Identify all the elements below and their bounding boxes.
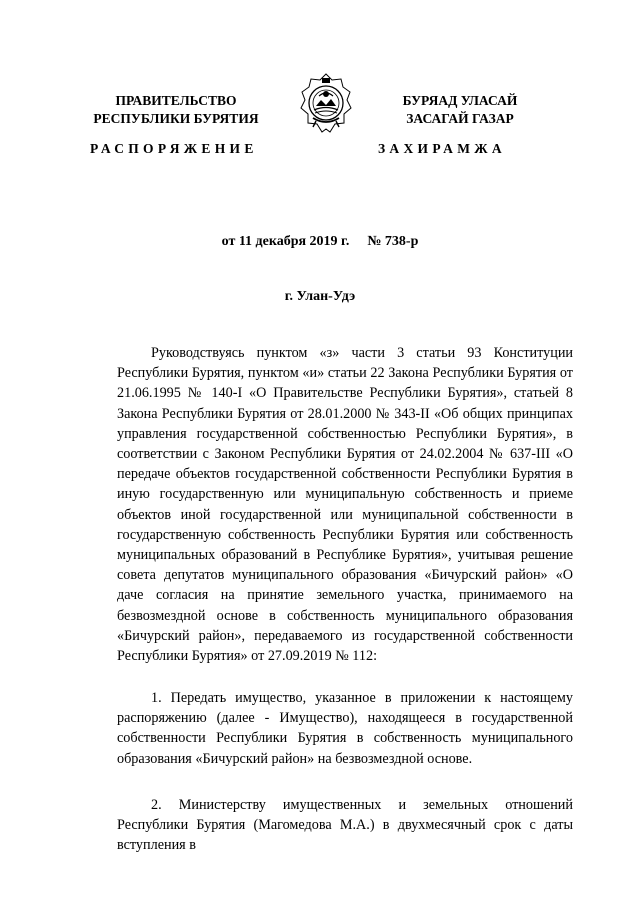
republic-title-ru: РЕСПУБЛИКИ БУРЯТИЯ [93, 111, 259, 126]
item-2-section [117, 795, 573, 856]
government-title-bua: БУРЯАД УЛАСАЙ [402, 93, 518, 108]
document-date: от 11 декабря 2019 г. [221, 234, 350, 249]
item-1-section [117, 688, 573, 769]
document-type-bua: ЗАХИРАМЖА [378, 141, 506, 156]
document-date-line [0, 234, 640, 250]
preamble-section [117, 343, 573, 666]
item-1-paragraph: 1. Передать имущество, указанное в приложении к настоящему распоряжению (далее - Имущество), находящееся в государственной собственности Республики Бурятия в собственность муниципального образования «Бичурский район» на безвозмездной основе. [117, 690, 573, 767]
item-2-paragraph: 2. Министерству имущественных и земельных отношений Республики Бурятия (Магомедова М.А.) в двухмесячный срок с даты вступления в [117, 797, 573, 854]
republic-emblem-icon [299, 72, 353, 136]
document-number: № 738-р [367, 234, 419, 249]
header-left-block [86, 92, 266, 128]
preamble-paragraph: Руководствуясь пунктом «з» части 3 статьи 93 Конституции Республики Бурятия, пунктом «и» статьи 22 Закона Республики Бурятия от 21.06.1995 № 140-I «О Правительстве Республики Бурятия», статьей 8 Закона Республики Бурятия от 28.01.2000 № 343-II «Об общих принципах управления государственной собственностью Республики Бурятия», в соответствии с Законом Республики Бурятия от 24.02.2004 № 637-III «О передаче объектов государственной собственности Республики Бурятия в иную государственную или муниципальную собственность и приеме объектов иной государственной или муниципальной собственности в государственную собственность Республики Бурятия или собственность муниципальных образований в Республике Бурятия», учитывая решение совета депутатов муниципального образования «Бичурский район» «О даче согласия на принятие земельного участка, принимаемого на безвозмездной основе в собственность муниципального образования «Бичурский район», передаваемого из государственной собственности Республики Бурятия» от 27.09.2019 № 112: [117, 345, 573, 665]
government-title-ru: ПРАВИТЕЛЬСТВО [115, 93, 237, 108]
header-right-block [370, 92, 550, 128]
government-subtitle-bua: ЗАСАГАЙ ГАЗАР [406, 111, 514, 126]
document-city: г. Улан-Удэ [284, 289, 356, 304]
document-type-ru: РАСПОРЯЖЕНИЕ [90, 141, 258, 156]
